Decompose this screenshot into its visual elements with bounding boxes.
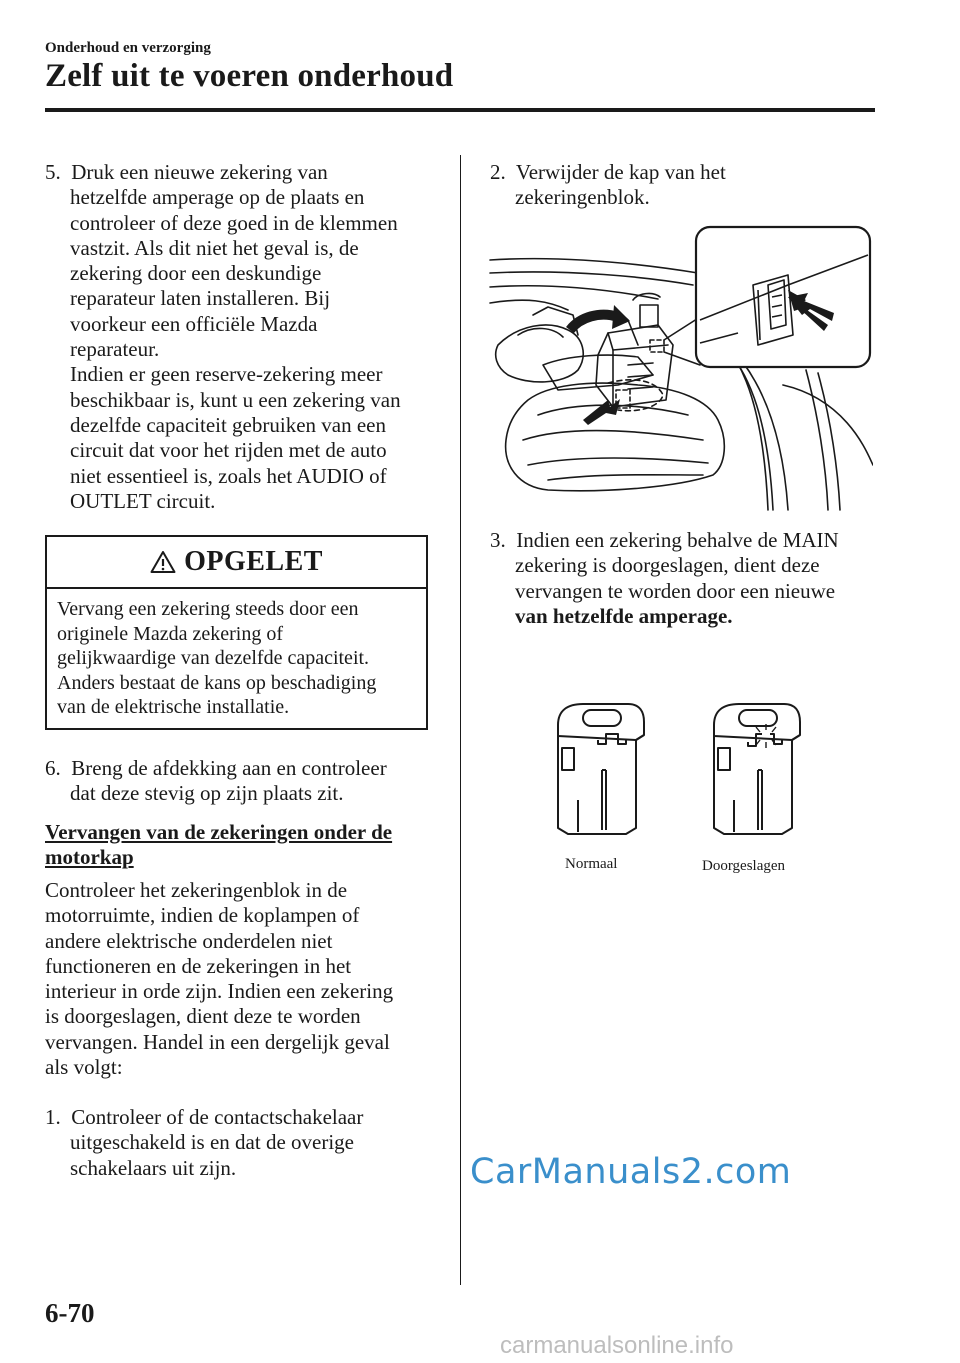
step-line: Controleer of de contactschakelaar [71,1105,364,1129]
step-line: voorkeur een officiële Mazda [70,311,318,336]
step-line: controleer of deze goed in de klemmen [70,210,398,235]
caution-line: originele Mazda zekering of [57,622,284,645]
step-line: zekering door een deskundige [70,261,322,286]
step-line: Indien een zekering behalve de MAIN [516,528,839,552]
title-rule [45,108,875,112]
step-line: dat deze stevig op zijn plaats zit. [70,781,344,806]
fuse-blown-illustration [704,700,804,840]
paragraph-line: als volgt: [45,1055,123,1080]
subheading-line: motorkap [45,845,134,869]
step-3 [490,528,890,629]
paragraph-line: functioneren en de zekeringen in het [45,953,352,978]
step-number: 3. [490,528,506,552]
fuse-normal-label: Normaal [565,856,618,872]
caution-text [47,589,426,720]
caution-line: Anders bestaat de kans op beschadiging [57,671,377,694]
caution-header [47,537,426,589]
step-line: vastzit. Als dit niet het geval is, de [70,235,359,260]
paragraph-line: motorruimte, indien de koplampen of [45,903,360,928]
step-line: Breng de afdekking aan en controleer [71,756,387,780]
step-line: Druk een nieuwe zekering van [71,160,328,184]
page-number: 6-70 [45,1298,95,1328]
step-line: beschikbaar is, kunt u een zekering van [70,387,401,412]
step-line: zekering is doorgeslagen, dient deze [515,553,820,578]
column-divider [460,155,461,1285]
step-6 [45,756,440,807]
subheading-line: Vervangen van de zekeringen onder de [45,820,393,844]
step-number: 5. [45,160,61,184]
fuse-blown-label: Doorgeslagen [702,858,786,874]
caution-box [45,535,428,730]
step-line: zekeringenblok. [515,185,650,210]
watermark-logo: CarManuals2.com [470,1152,792,1192]
paragraph-line: andere elektrische onderdelen niet [45,928,333,953]
engine-bay-illustration [488,225,873,513]
step-line: vervangen te worden door een nieuwe [515,578,836,603]
paragraph-line: interieur in orde zijn. Indien een zekering [45,979,394,1004]
step-line: uitgeschakeld is en dat de overige [70,1130,354,1155]
section-label: Onderhoud en verzorging [45,40,211,56]
step-number: 6. [45,756,61,780]
step-line: OUTLET circuit. [70,488,216,513]
step-line: circuit dat voor het rijden met de auto [70,438,387,463]
intro-paragraph [45,878,445,1080]
paragraph-line: vervangen. Handel in een dergelijk geval [45,1029,390,1054]
caution-line: gelijkwaardige van dezelfde capaciteit. [57,647,370,669]
step-1 [45,1105,440,1181]
caution-line: Vervang een zekering steeds door een [57,598,359,620]
page-title: Zelf uit te voeren onderhoud [45,58,454,94]
warning-triangle-icon [150,550,176,574]
step-5 [45,160,440,514]
step-line: niet essentieel is, zoals het AUDIO of [70,463,387,488]
step-line: reparateur laten installeren. Bij [70,286,331,311]
step-line: Indien er geen reserve-zekering meer [70,362,383,387]
section-subheading [45,820,445,870]
paragraph-line: Controleer het zekeringenblok in de [45,878,348,902]
step-line: reparateur. [70,337,160,362]
caution-title: OPGELET [184,546,323,577]
step-number: 2. [490,160,506,184]
caution-line: van de elektrische installatie. [57,696,290,718]
step-line: dezelfde capaciteit gebruiken van een [70,412,386,437]
step-line: schakelaars uit zijn. [70,1155,237,1180]
step-line-bold: van hetzelfde amperage. [515,603,733,628]
step-line: hetzelfde amperage op de plaats en [70,185,365,210]
step-number: 1. [45,1105,61,1129]
paragraph-line: is doorgeslagen, dient deze te worden [45,1004,361,1029]
site-watermark: carmanualsonline.info [500,1332,734,1359]
step-2 [490,160,890,211]
step-line: Verwijder de kap van het [515,160,726,184]
fuse-normal-illustration [548,700,648,840]
